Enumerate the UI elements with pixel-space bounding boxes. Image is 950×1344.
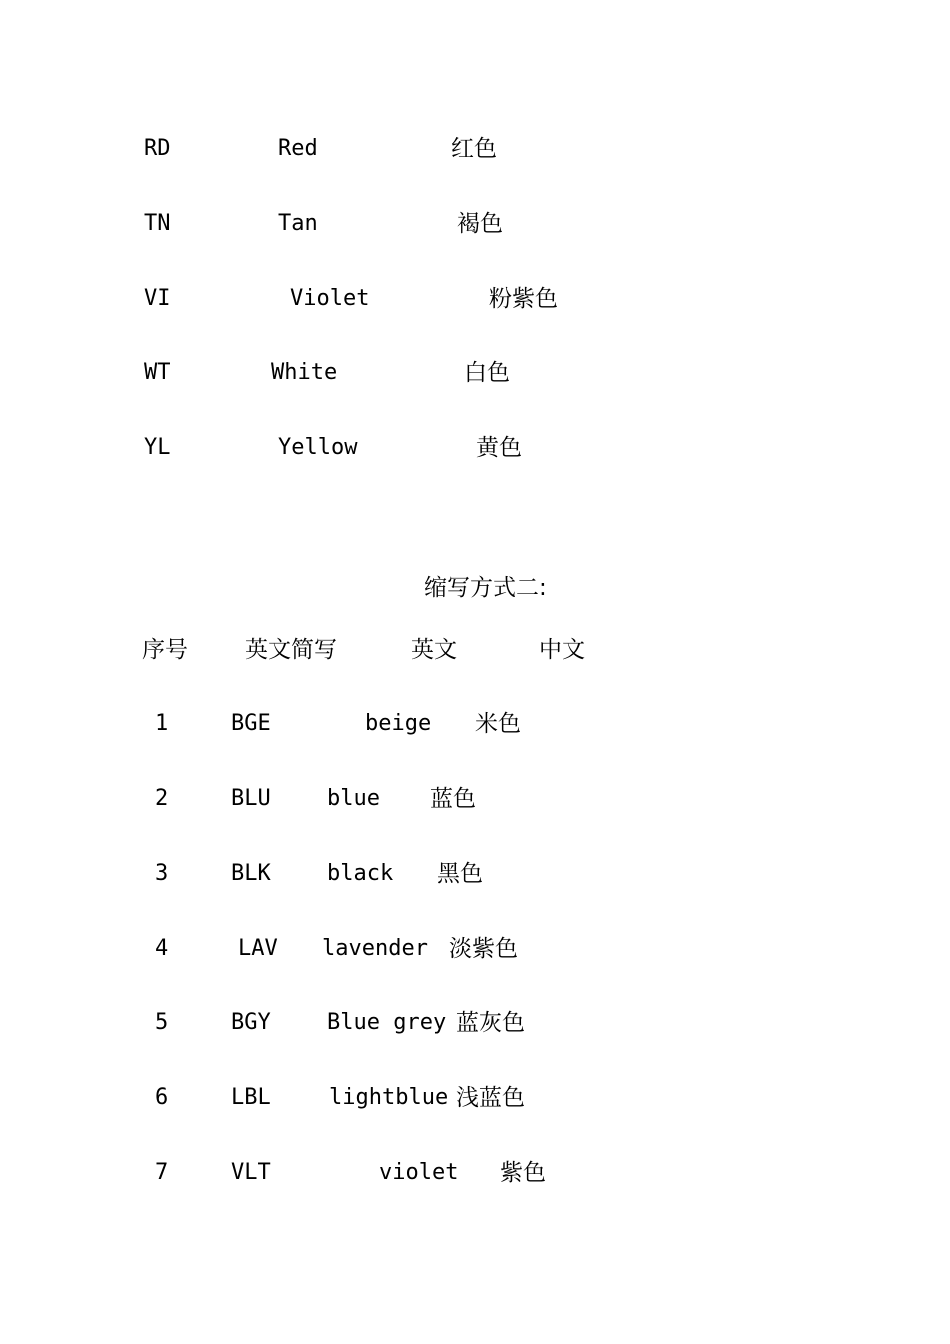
row-index: 6 (155, 1085, 169, 1110)
row-abbr: LBL (231, 1085, 271, 1110)
color-code: WT (144, 360, 171, 385)
row-index: 4 (155, 936, 169, 961)
row-abbr: BLK (231, 861, 271, 886)
header-abbr: 英文简写 (245, 637, 337, 663)
row-abbr: BGE (231, 711, 271, 736)
row-index: 3 (155, 861, 169, 886)
row-english: violet (379, 1160, 459, 1185)
row-abbr: BGY (231, 1010, 271, 1035)
row-index: 1 (155, 711, 169, 736)
color-english: Red (278, 136, 318, 161)
header-chinese: 中文 (539, 637, 585, 663)
row-english: blue (327, 786, 380, 811)
row-english: lightblue (329, 1085, 449, 1110)
color-english: Tan (278, 211, 318, 236)
color-english: Yellow (278, 435, 358, 460)
row-chinese: 黑色 (437, 861, 483, 887)
row-english: lavender (322, 936, 428, 961)
row-abbr: BLU (231, 786, 271, 811)
color-chinese: 粉紫色 (489, 286, 558, 312)
row-chinese: 紫色 (500, 1160, 546, 1186)
color-chinese: 黄色 (476, 435, 522, 461)
row-chinese: 蓝色 (430, 786, 476, 812)
row-index: 7 (155, 1160, 169, 1185)
color-code: YL (144, 435, 171, 460)
color-chinese: 白色 (464, 360, 510, 386)
row-english: black (327, 861, 394, 886)
section-title: 缩写方式二: (424, 575, 547, 601)
row-english: beige (365, 711, 432, 736)
color-code: VI (144, 286, 171, 311)
row-chinese: 蓝灰色 (456, 1010, 525, 1036)
row-chinese: 浅蓝色 (456, 1085, 525, 1111)
color-chinese: 红色 (451, 136, 497, 162)
row-chinese: 米色 (475, 711, 521, 737)
header-english: 英文 (411, 637, 457, 663)
color-english: White (271, 360, 338, 385)
row-abbr: LAV (238, 936, 278, 961)
row-english: Blue grey (327, 1010, 447, 1035)
color-english: Violet (290, 286, 370, 311)
row-chinese: 淡紫色 (449, 936, 518, 962)
row-index: 5 (155, 1010, 169, 1035)
color-code: RD (144, 136, 171, 161)
row-abbr: VLT (231, 1160, 271, 1185)
row-index: 2 (155, 786, 169, 811)
header-index: 序号 (142, 637, 188, 663)
color-chinese: 褐色 (457, 211, 503, 237)
color-code: TN (144, 211, 171, 236)
